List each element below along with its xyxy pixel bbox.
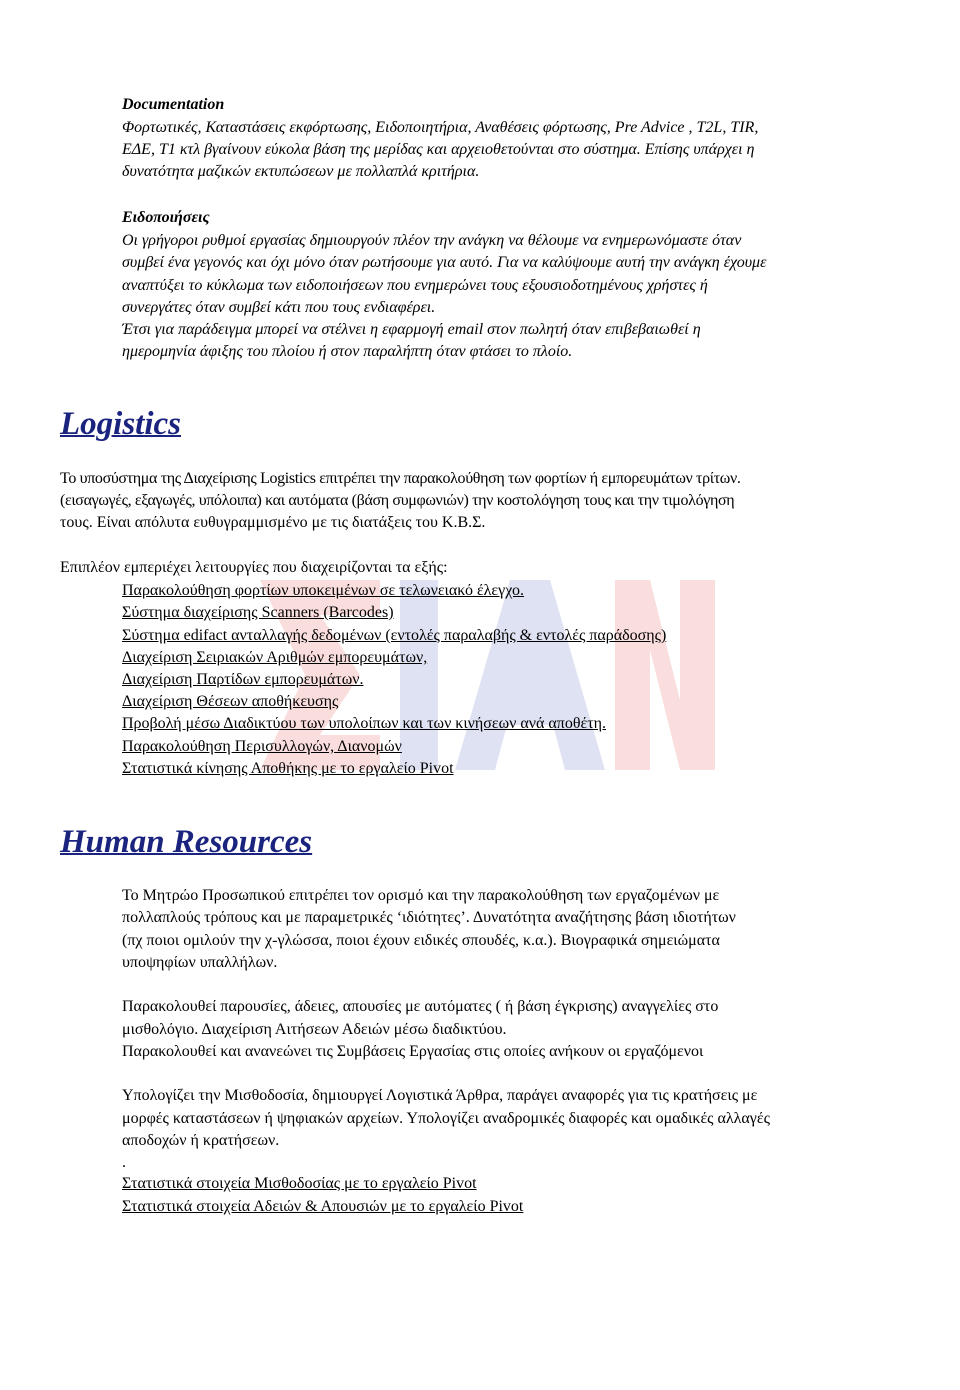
logistics-intro-line: τους. Είναι απόλυτα ευθυγραμμισμένο με τις διατάξεις του Κ.Β.Σ. [60, 514, 486, 531]
logistics-intro-line: (εισαγωγές, εξαγωγές, υπόλοιπα) και αυτόματα (βάση συμφωνιών) την κοστολόγηση τους και την τιμολόγηση [60, 492, 735, 509]
notifications-title: Ειδοποιήσεις [122, 209, 210, 226]
notifications-line: Οι γρήγοροι ρυθμοί εργασίας δημιουργούν πλέον την ανάγκη να θέλουμε να ενημερωνόμαστε όταν [122, 232, 742, 249]
hr-paragraph-line: μορφές καταστάσεων ή ψηφιακών αρχείων. Υπολογίζει αναδρομικές διαφορές και ομαδικές αλλαγές [122, 1110, 770, 1127]
logistics-feature-item: Διαχείριση Θέσεων αποθήκευσης [122, 693, 339, 710]
hr-paragraph-line: Το Μητρώο Προσωπικού επιτρέπει τον ορισμό και την παρακολούθηση των εργαζομένων με [122, 887, 720, 904]
logistics-feature-item: Παρακολούθηση Περισυλλογών, Διανομών [122, 738, 402, 755]
logistics-heading: Logistics [60, 406, 181, 442]
hr-paragraph-line: μισθολόγιο. Διαχείριση Αιτήσεων Αδειών μέσω διαδικτύου. [122, 1021, 507, 1038]
hr-stats-item: Στατιστικά στοιχεία Αδειών & Απουσιών με το εργαλείο Pivot [122, 1198, 524, 1215]
logistics-intro-line: Το υποσύστημα της Διαχείρισης Logistics επιτρέπει την παρακολούθηση των φορτίων ή εμπορευμάτων τρίτων. [60, 470, 741, 487]
logistics-feature-item: Προβολή μέσω Διαδικτύου των υπολοίπων και των κινήσεων ανά αποθέτη. [122, 715, 607, 732]
hr-paragraph-line: πολλαπλούς τρόπους και με παραμετρικές ‘ιδιότητες’. Δυνατότητα αναζήτησης βάση ιδιοτήτων [122, 909, 736, 926]
documentation-line: ΕΔΕ, T1 κτλ βγαίνουν εύκολα βάση της μερίδας και αρχειοθετούνται στο σύστημα. Επίσης υπάρχει η [122, 141, 755, 158]
logistics-feature-item: Σύστημα διαχείρισης Scanners (Barcodes) [122, 604, 394, 621]
watermark-alpha-shape [455, 580, 605, 770]
logistics-feature-item: Σύστημα edifact ανταλλαγής δεδομένων (εντολές παραλαβής & εντολές παράδοσης) [122, 627, 667, 644]
hr-paragraph-line: (πχ ποιοι ομιλούν την χ-γλώσσα, ποιοι έχουν ειδικές σπουδές, κ.α.). Βιογραφικά σημειώματα [122, 932, 720, 949]
watermark-iota-shape [400, 580, 438, 770]
logistics-feature-item: Διαχείριση Παρτίδων εμπορευμάτων. [122, 671, 364, 688]
watermark-nu-shape [615, 580, 715, 770]
logistics-feature-item: Στατιστικά κίνησης Αποθήκης με το εργαλείο Pivot [122, 760, 454, 777]
notifications-line: ημερομηνία άφιξης του πλοίου ή στον παραλήπτη όταν φτάσει το πλοίο. [122, 343, 573, 360]
human-resources-heading: Human Resources [60, 824, 313, 860]
notifications-line: συνεργάτες όταν συμβεί κάτι που τους ενδιαφέρει. [122, 299, 436, 316]
notifications-line: Έτσι για παράδειγμα μπορεί να στέλνει η εφαρμογή email στον πωλητή όταν επιβεβαιωθεί η [122, 321, 701, 338]
hr-paragraph-line: αποδοχών ή κρατήσεων. [122, 1132, 280, 1149]
hr-paragraph-line: . [122, 1154, 126, 1171]
notifications-line: συμβεί ένα γεγονός και όχι μόνο όταν ρωτήσουμε για αυτό. Για να καλύψουμε αυτή την ανάγκη έχουμε [122, 254, 767, 271]
hr-paragraph-line: Παρακολουθεί παρουσίες, άδειες, απουσίες με αυτόματες ( ή βάση έγκρισης) αναγγελίες στο [122, 998, 719, 1015]
hr-paragraph-line: υποψηφίων υπαλλήλων. [122, 954, 278, 971]
hr-paragraph-line: Υπολογίζει την Μισθοδοσία, δημιουργεί Λογιστικά Άρθρα, παράγει αναφορές για τις κρατήσεις με [122, 1087, 758, 1104]
documentation-line: Φορτωτικές, Καταστάσεις εκφόρτωσης, Ειδοποιητήρια, Αναθέσεις φόρτωσης, Pre Advice , T2L, TIR, [122, 119, 759, 136]
documentation-title: Documentation [122, 96, 225, 113]
logistics-feature-item: Παρακολούθηση φορτίων υποκειμένων σε τελωνειακό έλεγχο. [122, 582, 524, 599]
notifications-line: αναπτύξει το κύκλωμα των ειδοποιήσεων που ενημερώνει τους εξουσιοδοτημένους χρήστες ή [122, 277, 708, 294]
logistics-feature-item: Διαχείριση Σειριακών Αριθμών εμπορευμάτων, [122, 649, 428, 666]
logistics-features-intro: Επιπλέον εμπεριέχει λειτουργίες που διαχειρίζονται τα εξής: [60, 559, 448, 576]
hr-stats-item: Στατιστικά στοιχεία Μισθοδοσίας με το εργαλείο Pivot [122, 1175, 477, 1192]
hr-paragraph-line: Παρακολουθεί και ανανεώνει τις Συμβάσεις Εργασίας στις οποίες ανήκουν οι εργαζόμενοι [122, 1043, 704, 1060]
documentation-line: δυνατότητα μαζικών εκτυπώσεων με πολλαπλά κριτήρια. [122, 163, 480, 180]
